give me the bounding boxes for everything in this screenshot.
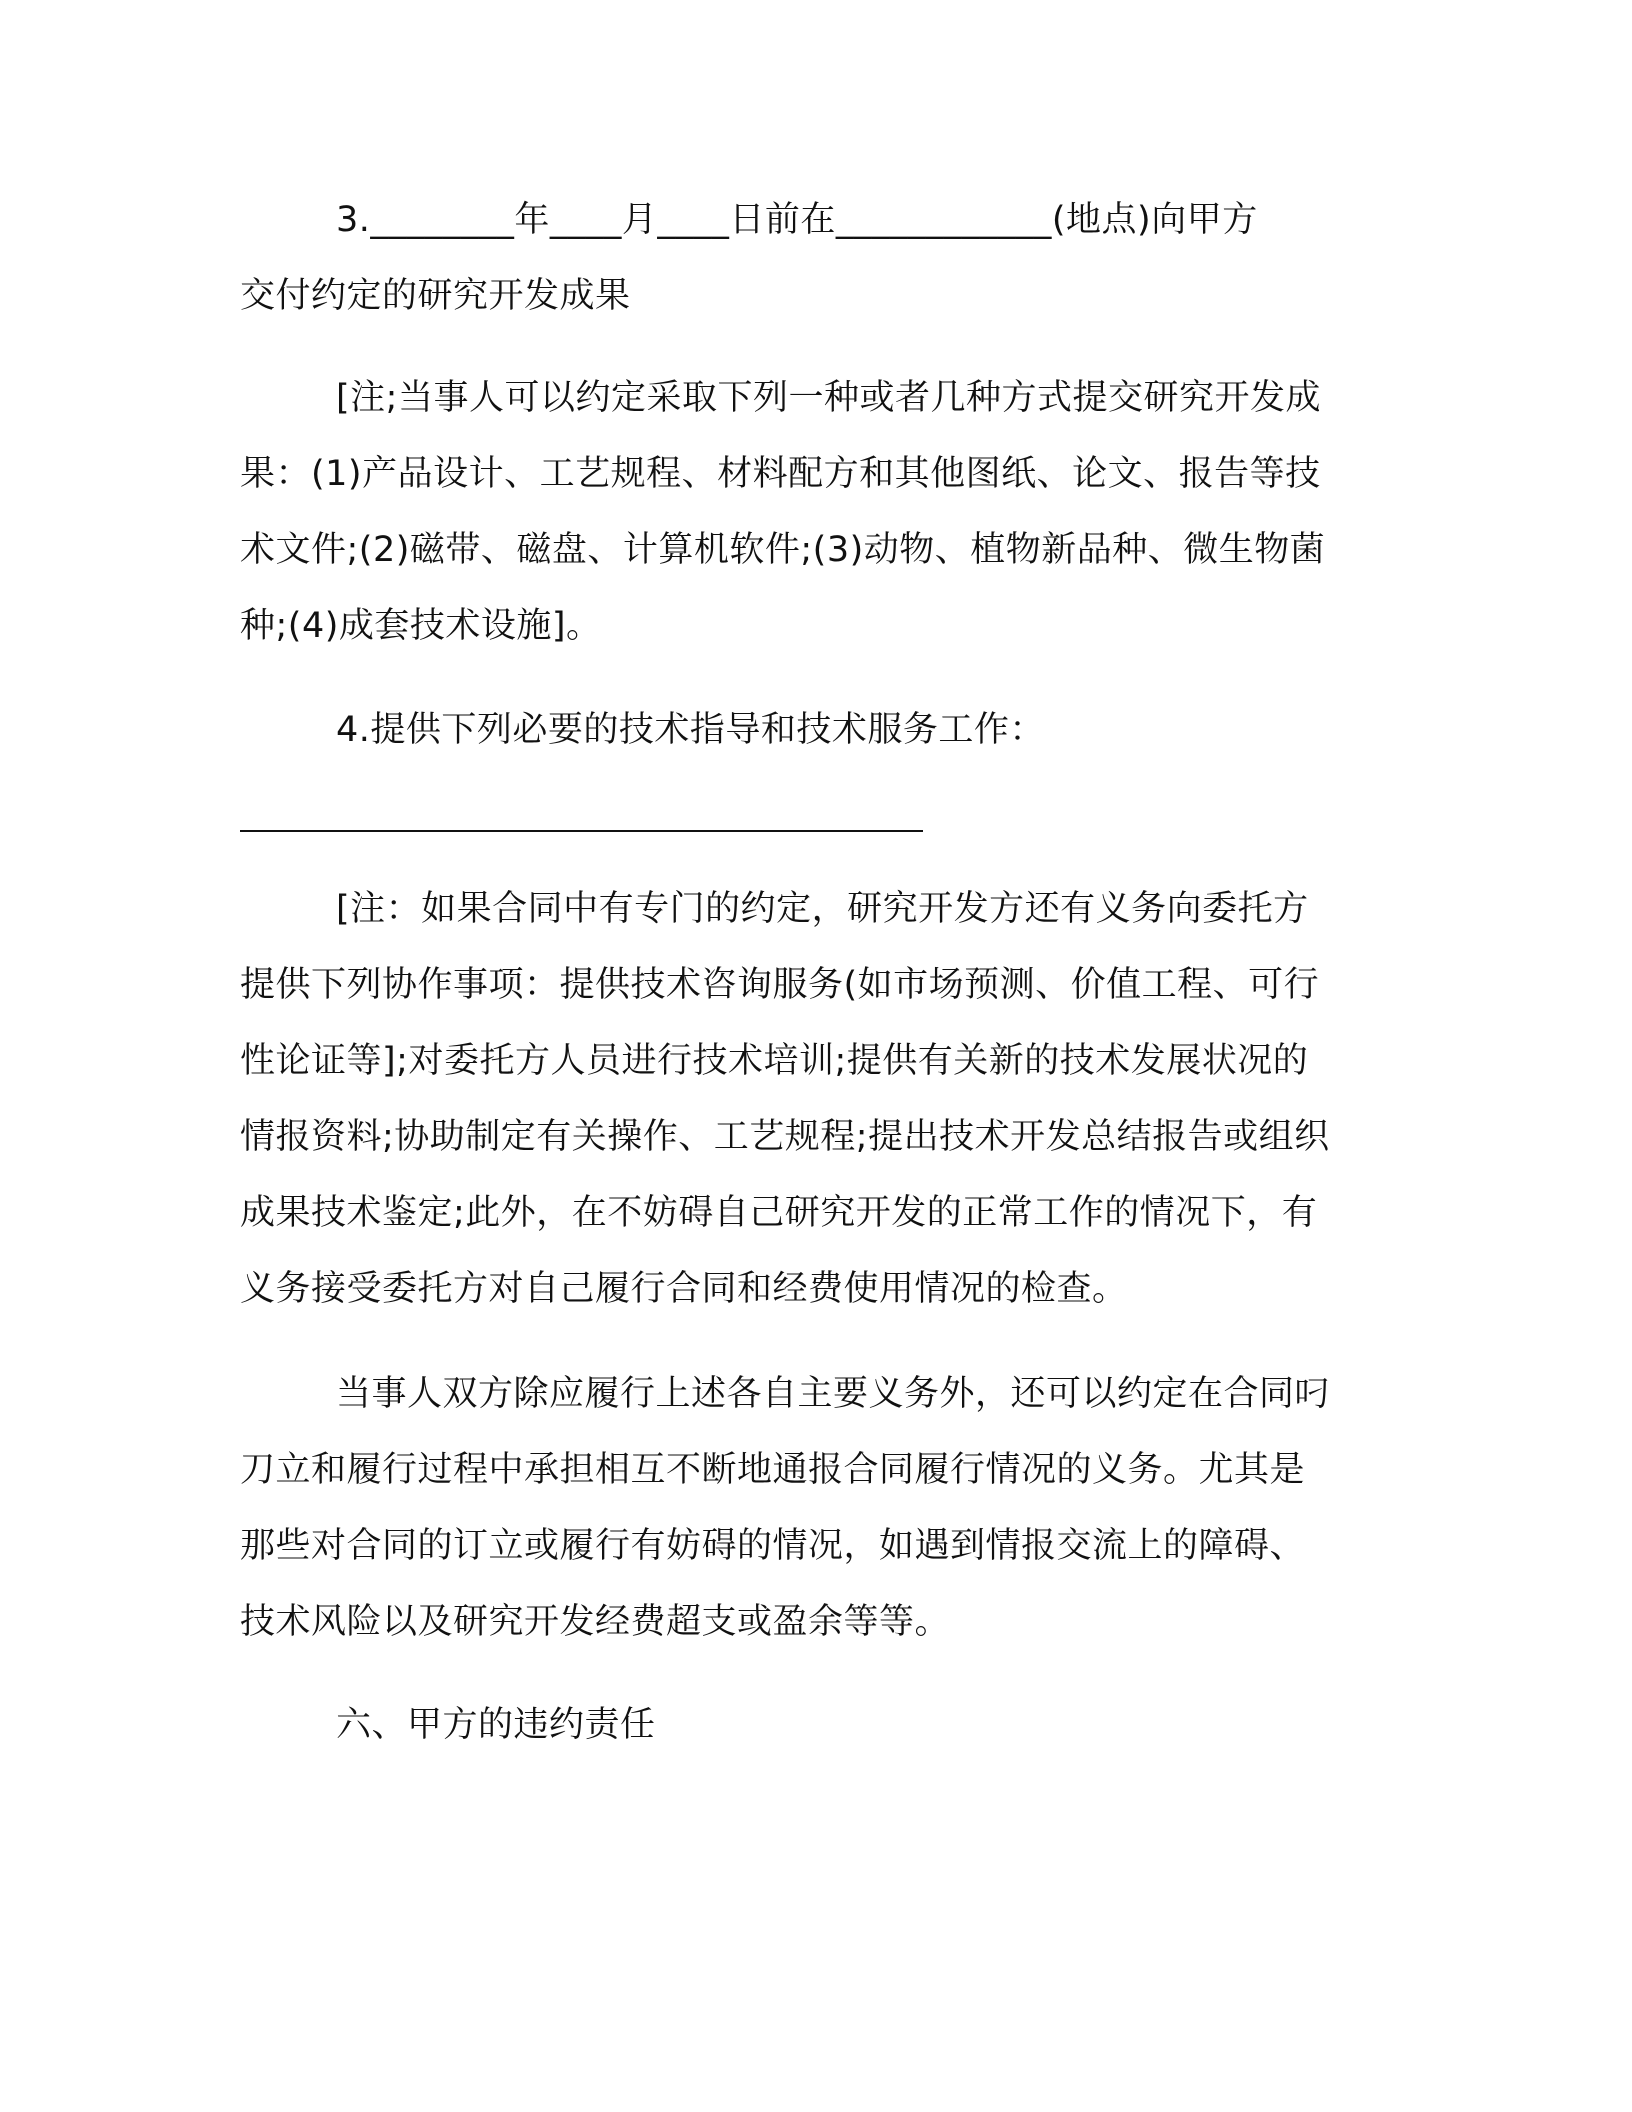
paragraph-item-4	[240, 692, 1390, 768]
paragraph-item-3	[240, 182, 1390, 334]
text-line: 义务接受委托方对自己履行合同和经费使用情况的检查。	[240, 1269, 1128, 1309]
text-line: 那些对合同的订立或履行有妨碍的情况，如遇到情报交流上的障碍、	[240, 1526, 1306, 1566]
text-line: 交付约定的研究开发成果	[240, 276, 631, 316]
text-line: 技术风险以及研究开发经费超支或盈余等等。	[240, 1602, 951, 1642]
text-line: 果：(1)产品设计、工艺规程、材料配方和其他图纸、论文、报告等技	[240, 454, 1321, 494]
text-line: [注;当事人可以约定采取下列一种或者几种方式提交研究开发成	[336, 378, 1321, 418]
text-line: 性论证等];对委托方人员进行技术培训;提供有关新的技术发展状况的	[240, 1041, 1309, 1081]
text-line: 六、甲方的违约责任	[336, 1705, 656, 1745]
text-line: 刀立和履行过程中承担相互不断地通报合同履行情况的义务。尤其是	[240, 1450, 1306, 1490]
text-line: 成果技术鉴定;此外，在不妨碍自己研究开发的正常工作的情况下，有	[240, 1193, 1318, 1233]
text-line: 术文件;(2)磁带、磁盘、计算机软件;(3)动物、植物新品种、微生物菌	[240, 530, 1326, 570]
paragraph-note-1	[240, 360, 1390, 664]
paragraph-both-parties	[240, 1356, 1390, 1660]
fill-in-blank-line	[240, 830, 923, 832]
section-heading-6	[240, 1687, 1390, 1763]
text-line: 当事人双方除应履行上述各自主要义务外，还可以约定在合同叼	[336, 1374, 1331, 1414]
paragraph-note-2	[240, 871, 1390, 1327]
text-line: 提供下列协作事项：提供技术咨询服务(如市场预测、价值工程、可行	[240, 965, 1320, 1005]
text-line: 3.________年____月____日前在____________(地点)向甲方	[336, 200, 1258, 240]
text-line: 种;(4)成套技术设施]。	[240, 606, 602, 646]
text-line: 情报资料;协助制定有关操作、工艺规程;提出技术开发总结报告或组织	[240, 1117, 1330, 1157]
text-line: 4.提供下列必要的技术指导和技术服务工作：	[336, 710, 1045, 750]
text-line: [注：如果合同中有专门的约定，研究开发方还有义务向委托方	[336, 889, 1309, 929]
